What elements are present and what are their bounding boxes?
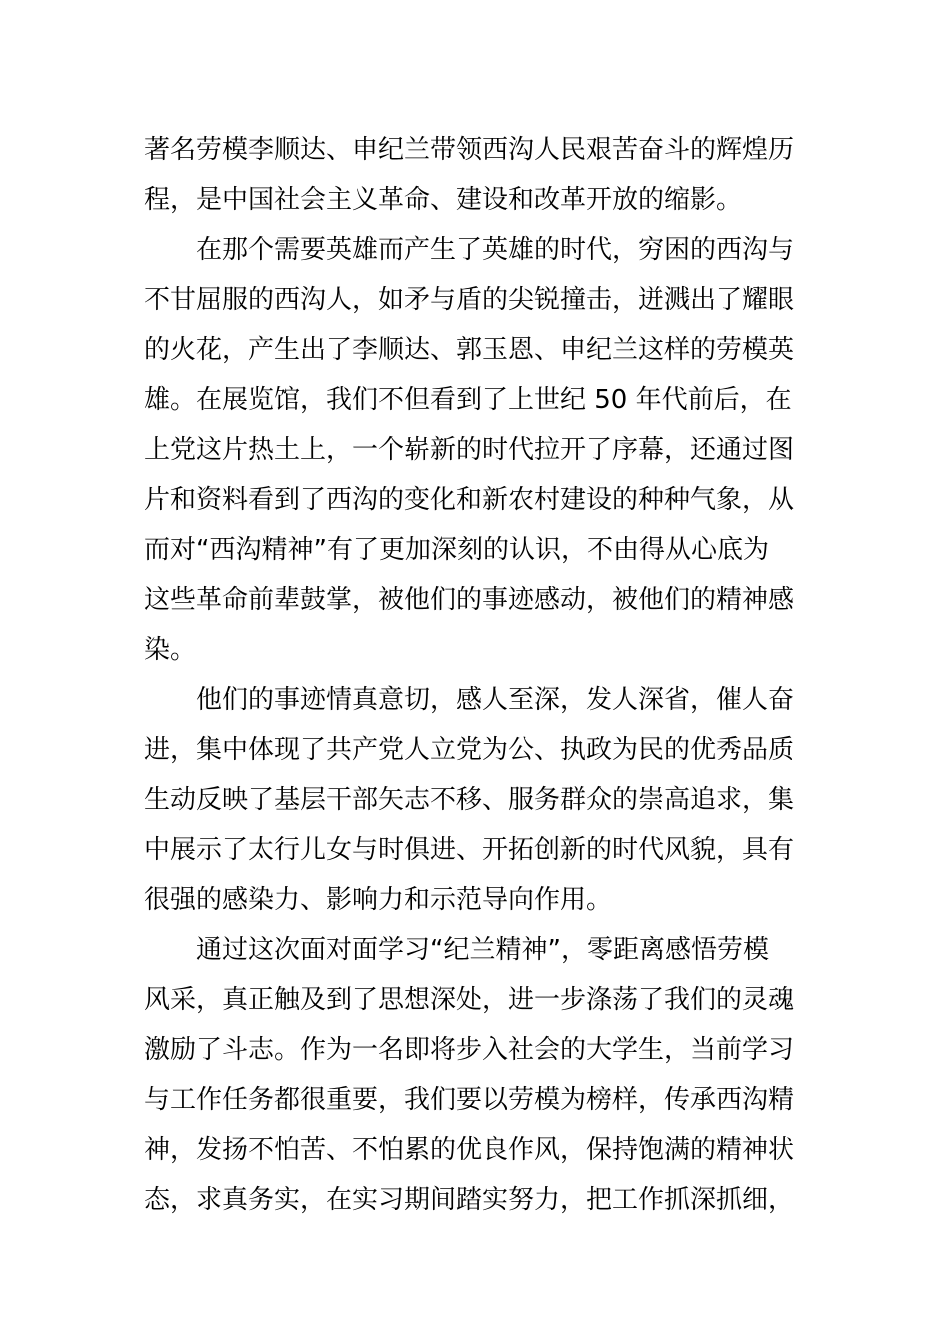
text-line: 激励了斗志。作为一名即将步入社会的大学生，当前学习 [144, 1035, 795, 1065]
text-line: 与工作任务都很重要，我们要以劳模为榜样，传承西沟精 [144, 1085, 795, 1115]
paragraph-4 [144, 925, 794, 1225]
text-line: 上党这片热土上，一个崭新的时代拉开了序幕，还通过图 [144, 435, 795, 465]
text-line: 染。 [144, 635, 197, 665]
text-line: 而对“西沟精神”有了更加深刻的认识，不由得从心底为 [144, 535, 769, 565]
paragraph-1 [144, 125, 794, 225]
text-line: 他们的事迹情真意切，感人至深，发人深省，催人奋 [196, 685, 795, 715]
text-line: 通过这次面对面学习“纪兰精神”，零距离感悟劳模 [196, 935, 769, 965]
text-line: 这些革命前辈鼓掌，被他们的事迹感动，被他们的精神感 [144, 585, 795, 615]
text-line: 不甘屈服的西沟人，如矛与盾的尖锐撞击，迸溅出了耀眼 [144, 285, 795, 315]
text-line: 生动反映了基层干部矢志不移、服务群众的崇高追求，集 [144, 785, 795, 815]
text-line: 的火花，产生出了李顺达、郭玉恩、申纪兰这样的劳模英 [144, 335, 795, 365]
paragraph-3 [144, 675, 794, 925]
text-line: 程，是中国社会主义革命、建设和改革开放的缩影。 [144, 185, 743, 215]
text-line: 在那个需要英雄而产生了英雄的时代，穷困的西沟与 [196, 235, 795, 265]
text-line: 雄。在展览馆，我们不但看到了上世纪 50 年代前后，在 [144, 385, 792, 415]
text-line: 片和资料看到了西沟的变化和新农村建设的种种气象，从 [144, 485, 795, 515]
text-line: 态，求真务实，在实习期间踏实努力，把工作抓深抓细， [144, 1185, 795, 1215]
text-line: 神，发扬不怕苦、不怕累的优良作风，保持饱满的精神状 [144, 1135, 795, 1165]
text-line: 著名劳模李顺达、申纪兰带领西沟人民艰苦奋斗的辉煌历 [144, 135, 795, 165]
text-line: 很强的感染力、影响力和示范导向作用。 [144, 885, 613, 915]
text-line: 中展示了太行儿女与时俱进、开拓创新的时代风貌，具有 [144, 835, 795, 865]
text-line: 进，集中体现了共产党人立党为公、执政为民的优秀品质 [144, 735, 795, 765]
document-body [144, 125, 794, 1225]
paragraph-2 [144, 225, 794, 675]
text-line: 风采，真正触及到了思想深处，进一步涤荡了我们的灵魂 [144, 985, 795, 1015]
